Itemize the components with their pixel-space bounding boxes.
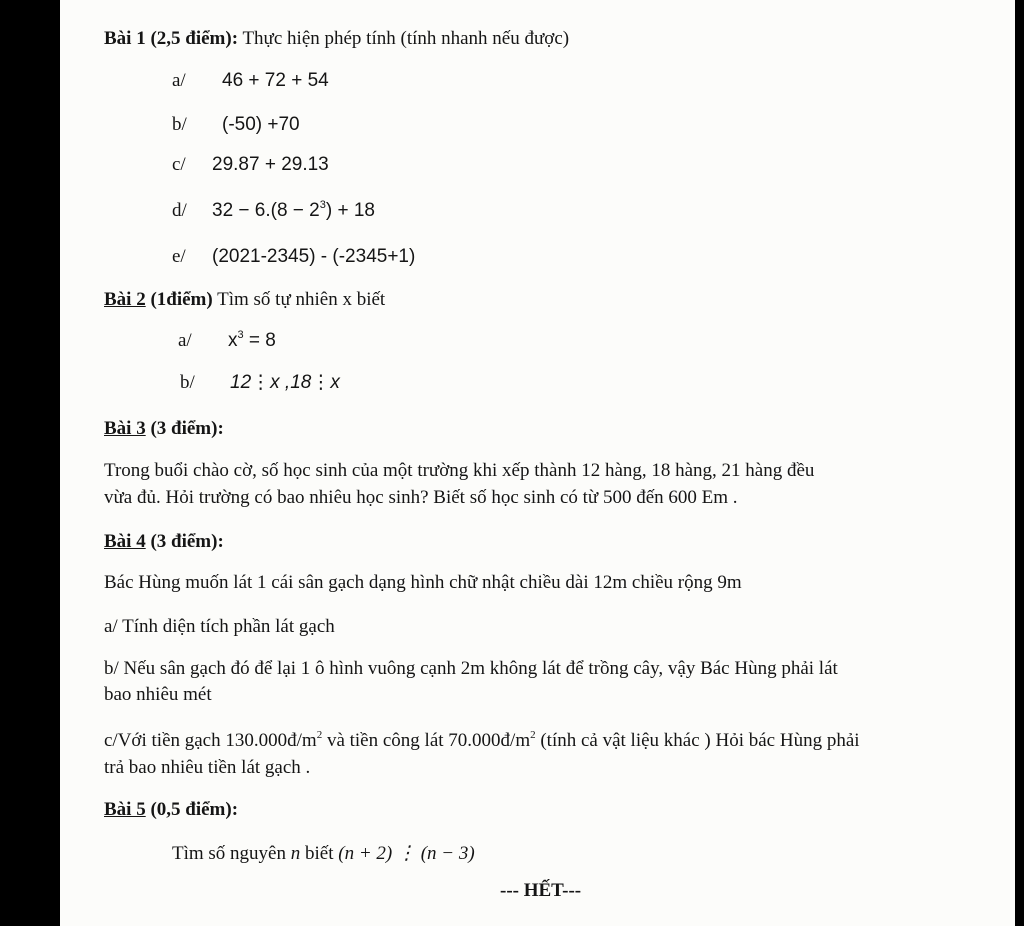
problem-1-e bbox=[172, 246, 415, 268]
end-marker: --- HẾT--- bbox=[500, 880, 582, 901]
variable: n bbox=[290, 843, 301, 864]
item-label: a/ bbox=[172, 70, 186, 91]
text-part: (tính cả vật liệu khác ) Hỏi bác Hùng phải bbox=[535, 730, 860, 751]
exponent: 3 bbox=[319, 199, 326, 211]
problem-4-b-line-1: b/ Nếu sân gạch đó để lại 1 ô hình vuông cạnh 2m không lát để trồng cây, vậy Bác Hùng phải lát bbox=[104, 658, 838, 679]
text-part: biết bbox=[300, 843, 339, 864]
expression-part: = 8 bbox=[243, 330, 276, 351]
problem-1-b bbox=[172, 114, 300, 136]
expression: (2021-2345) - (-2345+1) bbox=[212, 246, 416, 267]
item-label: e/ bbox=[172, 246, 186, 267]
problem-1-c bbox=[172, 154, 329, 176]
problem-3-points: (3 điểm): bbox=[145, 418, 224, 439]
text-part: c/Với tiền gạch 130.000đ/m bbox=[104, 730, 317, 751]
problem-4-c-line-2: trả bao nhiêu tiền lát gạch . bbox=[104, 757, 311, 778]
item-label: b/ bbox=[172, 114, 187, 135]
expression: 12⋮x ,18⋮x bbox=[230, 372, 340, 393]
problem-2-a bbox=[178, 330, 276, 352]
problem-5-points: (0,5 điểm): bbox=[145, 799, 239, 820]
expression: (n + 2) ⋮ (n − 3) bbox=[338, 843, 475, 864]
problem-3-title: Bài 3 bbox=[104, 418, 146, 439]
text-part: và tiền công lát 70.000đ/m bbox=[322, 730, 531, 751]
problem-2-points: (1điểm) bbox=[150, 289, 213, 310]
problem-4-heading bbox=[104, 531, 224, 553]
problem-1-title: Bài 1 (2,5 điểm): bbox=[104, 28, 239, 49]
problem-4-a: a/ Tính diện tích phần lát gạch bbox=[104, 616, 335, 637]
problem-2-task: Tìm số tự nhiên x biết bbox=[212, 289, 386, 310]
problem-4-intro: Bác Hùng muốn lát 1 cái sân gạch dạng hình chữ nhật chiều dài 12m chiều rộng 9m bbox=[104, 572, 742, 593]
item-label: b/ bbox=[180, 372, 195, 393]
document-page bbox=[60, 0, 1015, 926]
item-label: a/ bbox=[178, 330, 192, 351]
problem-1-heading bbox=[104, 28, 569, 50]
item-label: c/ bbox=[172, 154, 186, 175]
expression: 29.87 + 29.13 bbox=[212, 154, 329, 175]
problem-2-title: Bài 2 bbox=[104, 289, 146, 310]
problem-1-d bbox=[172, 200, 375, 222]
expression-part: 32 − 6.(8 − 2 bbox=[212, 200, 320, 221]
problem-5-title: Bài 5 bbox=[104, 799, 146, 820]
exponent: 2 bbox=[316, 729, 323, 741]
problem-4-b-line-2: bao nhiêu mét bbox=[104, 684, 212, 705]
item-label: d/ bbox=[172, 200, 187, 221]
text-part: Tìm số nguyên bbox=[172, 843, 291, 864]
exponent: 2 bbox=[530, 729, 536, 741]
problem-4-title: Bài 4 bbox=[104, 531, 146, 552]
problem-4-points: (3 điểm): bbox=[145, 531, 224, 552]
expression: (-50) +70 bbox=[222, 114, 300, 135]
exponent: 3 bbox=[237, 329, 244, 341]
problem-4-c-line-1 bbox=[104, 730, 860, 752]
problem-3-heading bbox=[104, 418, 224, 440]
problem-3-line-1: Trong buổi chào cờ, số học sinh của một trường khi xếp thành 12 hàng, 18 hàng, 21 hàng đều bbox=[104, 460, 815, 481]
problem-2-b bbox=[180, 372, 340, 394]
expression-part: x bbox=[228, 330, 238, 351]
problem-3-line-2: vừa đủ. Hỏi trường có bao nhiêu học sinh? Biết số học sinh có từ 500 đến 600 Em . bbox=[104, 487, 738, 508]
problem-5-heading bbox=[104, 799, 238, 821]
problem-2-heading bbox=[104, 289, 385, 311]
expression-part: ) + 18 bbox=[325, 200, 375, 221]
expression: 46 + 72 + 54 bbox=[222, 70, 329, 91]
problem-5-task bbox=[172, 843, 475, 865]
problem-1-task: Thực hiện phép tính (tính nhanh nếu được) bbox=[238, 28, 570, 49]
problem-1-a bbox=[172, 70, 329, 92]
